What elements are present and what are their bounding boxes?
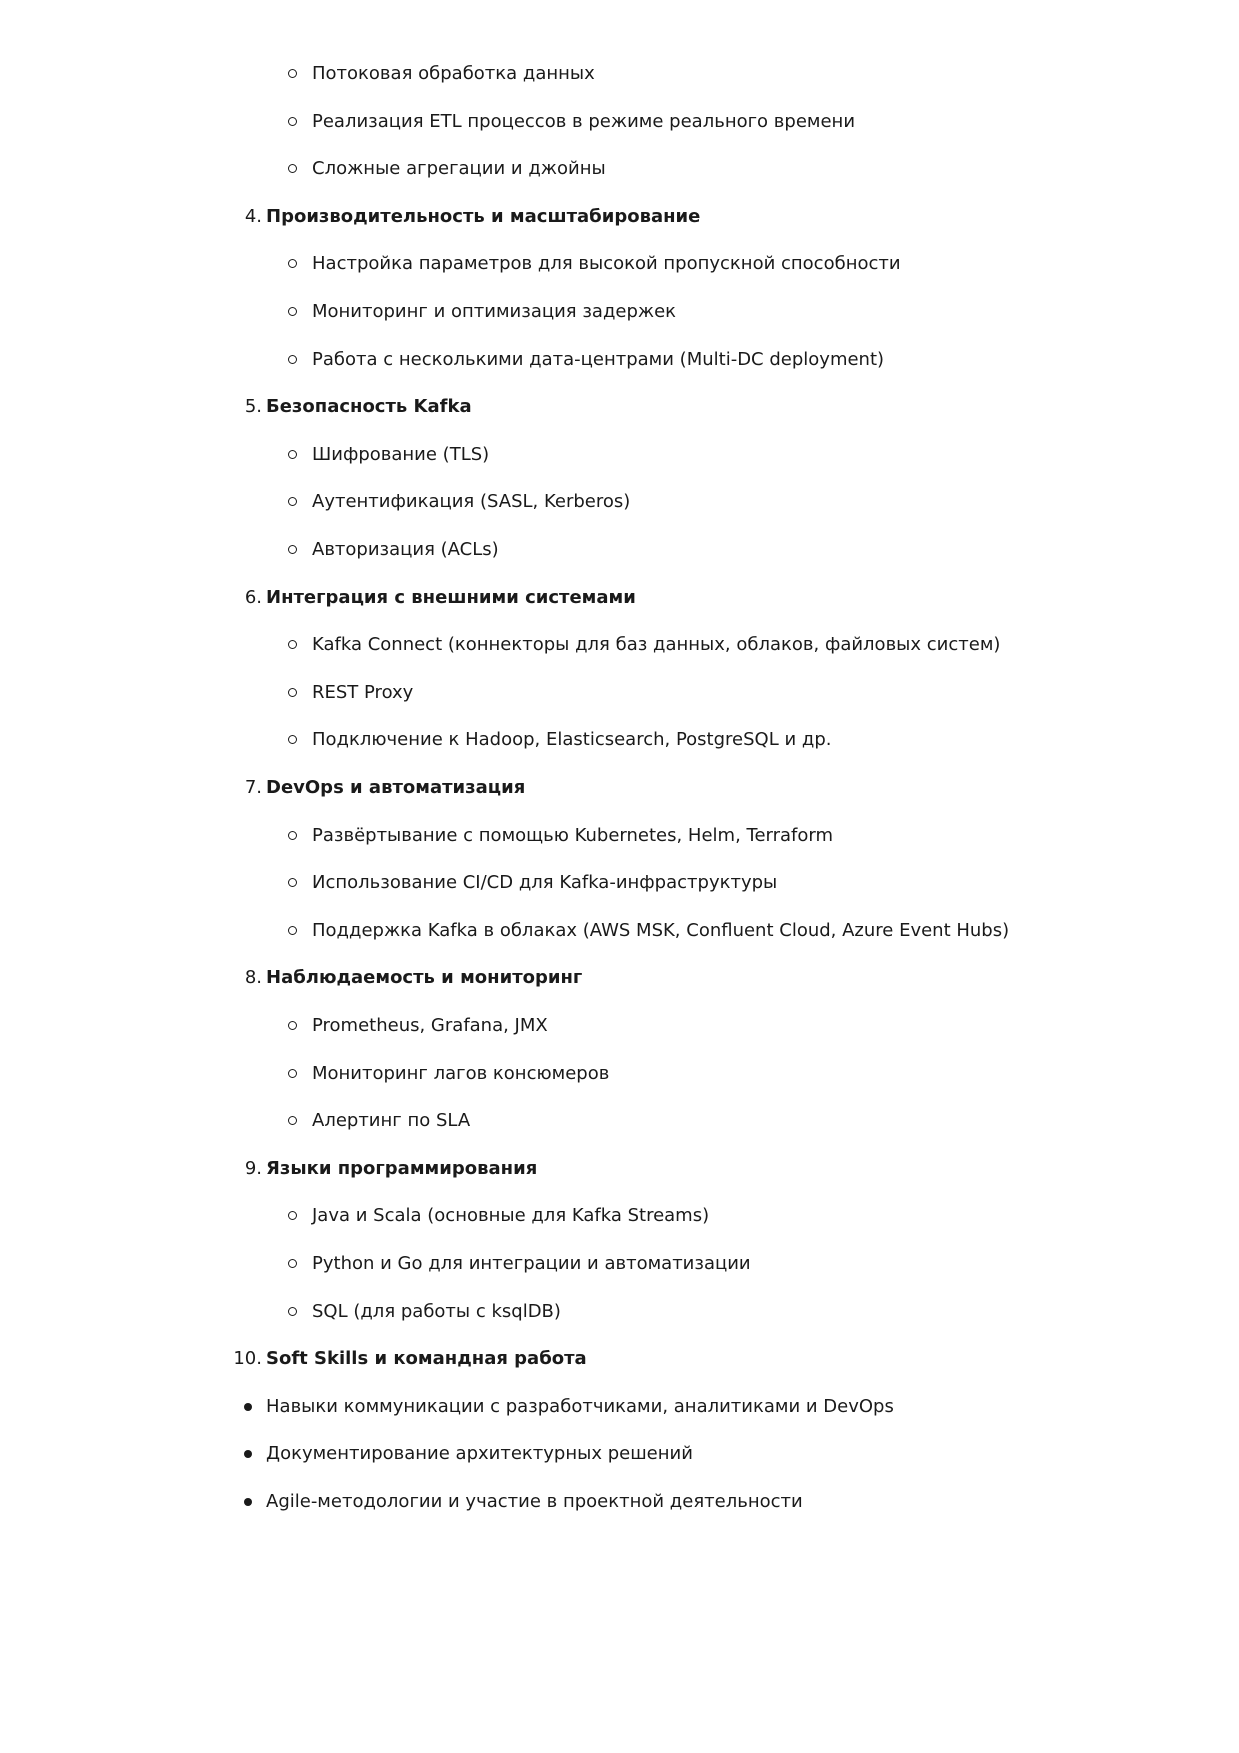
list-number: 7. [244, 777, 262, 798]
section-title: Безопасность Kafka [266, 396, 472, 418]
list-item-text: Поддержка Kafka в облаках (AWS MSK, Confluent Cloud, Azure Event Hubs) [312, 919, 1010, 941]
list-item-text: Алертинг по SLA [312, 1110, 471, 1132]
list-item-text: Шифрование (TLS) [312, 443, 490, 465]
list-item-text: SQL (для работы с ksqlDB) [312, 1300, 561, 1322]
section-title: Наблюдаемость и мониторинг [266, 967, 583, 989]
list-number: 4. [244, 205, 262, 227]
list-item-text: REST Proxy [312, 681, 414, 703]
circle-bullet-icon [288, 688, 297, 697]
circle-bullet-icon [288, 355, 297, 364]
list-item-text: Мониторинг и оптимизация задержек [312, 301, 677, 322]
section-title: Языки программирования [266, 1157, 538, 1179]
disc-bullet-icon [244, 1403, 252, 1411]
circle-bullet-icon [288, 640, 297, 649]
circle-bullet-icon [288, 307, 297, 316]
list-item-text: Сложные агрегации и джойны [312, 158, 606, 180]
list-item-text: Настройка параметров для высокой пропускной способности [312, 253, 901, 275]
list-item-text: Prometheus, Grafana, JMX [312, 1015, 548, 1036]
list-item-text: Реализация ETL процессов в режиме реального времени [312, 110, 856, 132]
circle-bullet-icon [288, 1259, 297, 1268]
list-item-text: Подключение к Hadoop, Elasticsearch, PostgreSQL и др. [312, 729, 832, 751]
circle-bullet-icon [288, 117, 297, 126]
section-title: Интеграция с внешними системами [266, 586, 636, 608]
list-number: 6. [244, 586, 262, 608]
list-number: 9. [244, 1157, 262, 1179]
circle-bullet-icon [288, 735, 297, 744]
circle-bullet-icon [288, 1021, 297, 1030]
circle-bullet-icon [288, 545, 297, 554]
list-item-text: Документирование архитектурных решений [266, 1443, 693, 1465]
list-item-text: Работа с несколькими дата-центрами (Multi-DC deployment) [312, 348, 885, 370]
circle-bullet-icon [288, 69, 297, 78]
circle-bullet-icon [288, 450, 297, 459]
section-title: Soft Skills и командная работа [266, 1348, 587, 1370]
list-item-text: Мониторинг лагов консюмеров [312, 1062, 610, 1084]
circle-bullet-icon [288, 497, 297, 506]
section-title: Производительность и масштабирование [266, 205, 701, 227]
list-item-text: Python и Go для интеграции и автоматизации [312, 1253, 751, 1274]
circle-bullet-icon [288, 878, 297, 887]
disc-bullet-icon [244, 1498, 252, 1506]
list-item-text: Потоковая обработка данных [312, 63, 595, 84]
circle-bullet-icon [288, 1211, 297, 1220]
list-item-text: Kafka Connect (коннекторы для баз данных, облаков, файловых систем) [312, 634, 1001, 656]
circle-bullet-icon [288, 1307, 297, 1316]
list-item-text: Agile-методологии и участие в проектной деятельности [266, 1491, 803, 1512]
list-item-text: Навыки коммуникации с разработчиками, аналитиками и DevOps [266, 1395, 894, 1417]
section-title: DevOps и автоматизация [266, 777, 526, 798]
circle-bullet-icon [288, 831, 297, 840]
disc-bullet-icon [244, 1450, 252, 1458]
circle-bullet-icon [288, 259, 297, 268]
list-item-text: Развёртывание с помощью Kubernetes, Helm, Terraform [312, 824, 834, 846]
list-item-text: Использование CI/CD для Kafka-инфраструктуры [312, 872, 778, 894]
list-item-text: Java и Scala (основные для Kafka Streams) [312, 1205, 710, 1227]
list-number: 10. [233, 1348, 262, 1370]
circle-bullet-icon [288, 1069, 297, 1078]
list-item-text: Аутентификация (SASL, Kerberos) [312, 491, 631, 513]
list-item-text: Авторизация (ACLs) [312, 539, 499, 560]
circle-bullet-icon [288, 1116, 297, 1125]
circle-bullet-icon [288, 926, 297, 935]
list-number: 5. [244, 396, 262, 418]
circle-bullet-icon [288, 164, 297, 173]
list-number: 8. [244, 967, 262, 989]
